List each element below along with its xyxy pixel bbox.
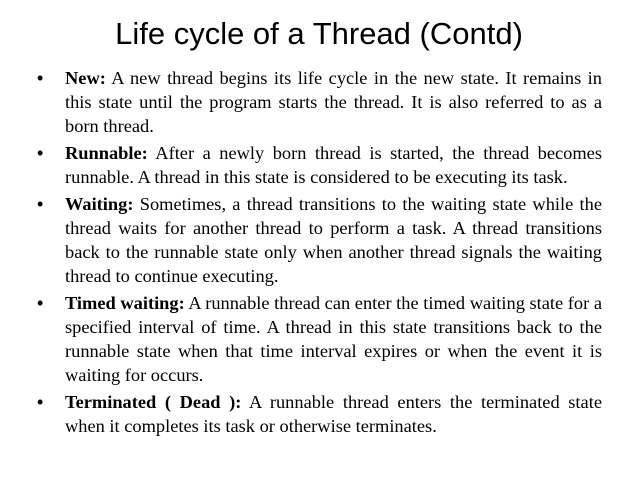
bullet-item-runnable [37, 141, 602, 189]
bullet-term: Timed waiting: [65, 293, 185, 313]
bullet-text: A runnable thread enters the terminated state when it completes its task or otherwise terminates. [65, 392, 602, 436]
bullet-item-new [37, 66, 602, 138]
bullet-icon: • [37, 68, 44, 88]
bullet-text: Sometimes, a thread transitions to the waiting state while the thread waits for another thread to perform a task. A thread transitions back to the runnable state only when another thread signals the waiting thread to continue executing. [65, 194, 602, 286]
bullet-list [37, 66, 602, 441]
slide-title: Life cycle of a Thread (Contd) [115, 16, 523, 51]
bullet-icon: • [37, 293, 44, 313]
bullet-item-waiting [37, 192, 602, 288]
bullet-icon: • [37, 392, 44, 412]
bullet-term: New: [65, 68, 106, 88]
bullet-item-terminated [37, 390, 602, 438]
bullet-term: Runnable: [65, 143, 148, 163]
bullet-text: A new thread begins its life cycle in the new state. It remains in this state until the program starts the thread. It is also referred to as a born thread. [65, 68, 602, 136]
bullet-text: After a newly born thread is started, the thread becomes runnable. A thread in this state is considered to be executing its task. [65, 143, 602, 187]
bullet-text: A runnable thread can enter the timed waiting state for a specified interval of time. A thread in this state transitions back to the runnable state when that time interval expires or when the event it is waiting for occurs. [65, 293, 603, 385]
bullet-icon: • [37, 194, 44, 214]
bullet-term: Terminated ( Dead ): [65, 392, 242, 412]
bullet-item-timed-waiting [37, 291, 602, 387]
bullet-icon: • [37, 143, 44, 163]
bullet-term: Waiting: [65, 194, 134, 214]
